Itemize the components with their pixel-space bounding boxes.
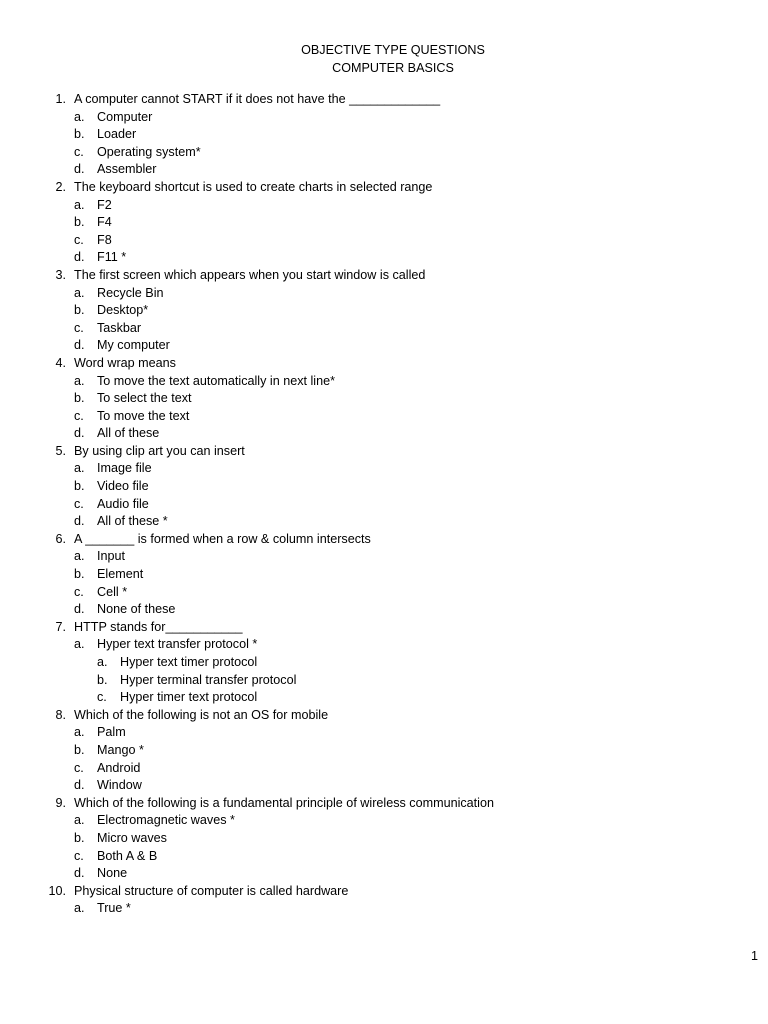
option-letter: a. [74, 197, 85, 212]
option-text: Hyper text transfer protocol * [97, 637, 258, 652]
option-text: F8 [97, 232, 112, 247]
option-text: All of these * [97, 514, 168, 529]
document-header [0, 42, 768, 77]
question-text: Word wrap means [74, 355, 176, 370]
option-text: Hyper terminal transfer protocol [120, 672, 297, 687]
option-letter: b. [74, 567, 85, 582]
option-text: None of these [97, 602, 176, 617]
question-text: The first screen which appears when you start window is called [74, 267, 426, 282]
option-letter: b. [74, 391, 85, 406]
question-number: 4. [55, 355, 66, 370]
option-letter: d. [74, 426, 85, 441]
question-text: HTTP stands for___________ [74, 619, 243, 634]
option-letter: d. [74, 514, 85, 529]
option-text: Recycle Bin [97, 285, 164, 300]
option-text: Computer [97, 109, 153, 124]
option-text: None [97, 866, 128, 881]
option-letter: a. [74, 725, 85, 740]
option-letter: a. [74, 285, 85, 300]
question-number: 1. [55, 92, 66, 106]
option-text: Electromagnetic waves * [97, 813, 235, 828]
question-text: The keyboard shortcut is used to create charts in selected range [74, 179, 433, 194]
document-title: OBJECTIVE TYPE QUESTIONS [301, 43, 485, 57]
option-text: Hyper timer text protocol [120, 690, 258, 705]
option-text: To select the text [97, 391, 192, 406]
option-text: Mango * [97, 742, 144, 757]
option-letter: d. [74, 602, 85, 617]
option-text: Taskbar [97, 320, 142, 335]
option-letter: b. [74, 215, 85, 230]
option-text: Video file [97, 479, 149, 494]
option-letter: a. [74, 461, 85, 476]
option-letter: a. [74, 549, 85, 564]
option-text: True * [97, 901, 131, 916]
option-letter: c. [74, 408, 84, 423]
option-text: F4 [97, 215, 112, 230]
option-letter: a. [74, 901, 85, 916]
option-letter: c. [74, 320, 84, 335]
option-letter: b. [74, 742, 85, 757]
question-text: Which of the following is a fundamental principle of wireless communication [74, 795, 494, 810]
option-letter: b. [74, 479, 85, 494]
question-number: 5. [55, 443, 66, 458]
question-text: A _______ is formed when a row & column intersects [74, 531, 371, 546]
option-letter: d. [74, 778, 85, 793]
question-number: 10. [48, 883, 66, 898]
option-text: F2 [97, 197, 112, 212]
option-letter: c. [74, 760, 84, 775]
option-text: Cell * [97, 584, 128, 599]
option-letter: c. [74, 144, 84, 159]
option-text: Palm [97, 725, 126, 740]
question-number: 6. [55, 531, 66, 546]
option-letter: c. [97, 690, 107, 705]
option-text: Both A & B [97, 848, 158, 863]
option-letter: b. [97, 672, 108, 687]
option-letter: b. [74, 303, 85, 318]
option-letter: b. [74, 830, 85, 845]
document-subtitle: COMPUTER BASICS [332, 60, 454, 75]
option-letter: d. [74, 866, 85, 881]
option-text: Android [97, 760, 141, 775]
option-text: Hyper text timer protocol [120, 655, 258, 669]
question-text: Physical structure of computer is called hardware [74, 883, 349, 898]
option-letter: a. [74, 813, 85, 828]
option-text: Window [97, 778, 142, 793]
option-text: F11 * [97, 250, 127, 265]
option-letter: d. [74, 338, 85, 353]
option-text: All of these [97, 426, 160, 441]
question-number: 9. [55, 795, 66, 810]
option-text: Loader [97, 127, 137, 142]
option-text: Image file [97, 461, 152, 476]
question-text: By using clip art you can insert [74, 443, 245, 458]
option-letter: d. [74, 250, 85, 265]
page-number: 1 [750, 949, 758, 963]
option-text: Input [97, 549, 126, 564]
option-letter: a. [74, 637, 85, 652]
option-text: Audio file [97, 496, 149, 511]
option-text: Operating system* [97, 144, 201, 159]
option-text: Desktop* [97, 303, 149, 318]
option-letter: a. [74, 373, 85, 388]
question-number: 8. [55, 707, 66, 722]
option-text: Element [97, 567, 144, 582]
option-letter: a. [97, 655, 108, 669]
option-text: To move the text [97, 408, 190, 423]
question-number: 7. [55, 619, 66, 634]
option-letter: c. [74, 232, 84, 247]
option-text: Assembler [97, 162, 157, 177]
option-letter: a. [74, 109, 85, 124]
question-text: A computer cannot START if it does not have the _____________ [74, 92, 441, 106]
question-number: 3. [55, 267, 66, 282]
option-text: To move the text automatically in next line* [97, 373, 336, 388]
option-text: Micro waves [97, 830, 167, 845]
option-text: My computer [97, 338, 170, 353]
option-letter: c. [74, 496, 84, 511]
question-number: 2. [55, 179, 66, 194]
option-letter: c. [74, 848, 84, 863]
option-letter: c. [74, 584, 84, 599]
option-letter: b. [74, 127, 85, 142]
option-letter: d. [74, 162, 85, 177]
question-text: Which of the following is not an OS for mobile [74, 707, 329, 722]
